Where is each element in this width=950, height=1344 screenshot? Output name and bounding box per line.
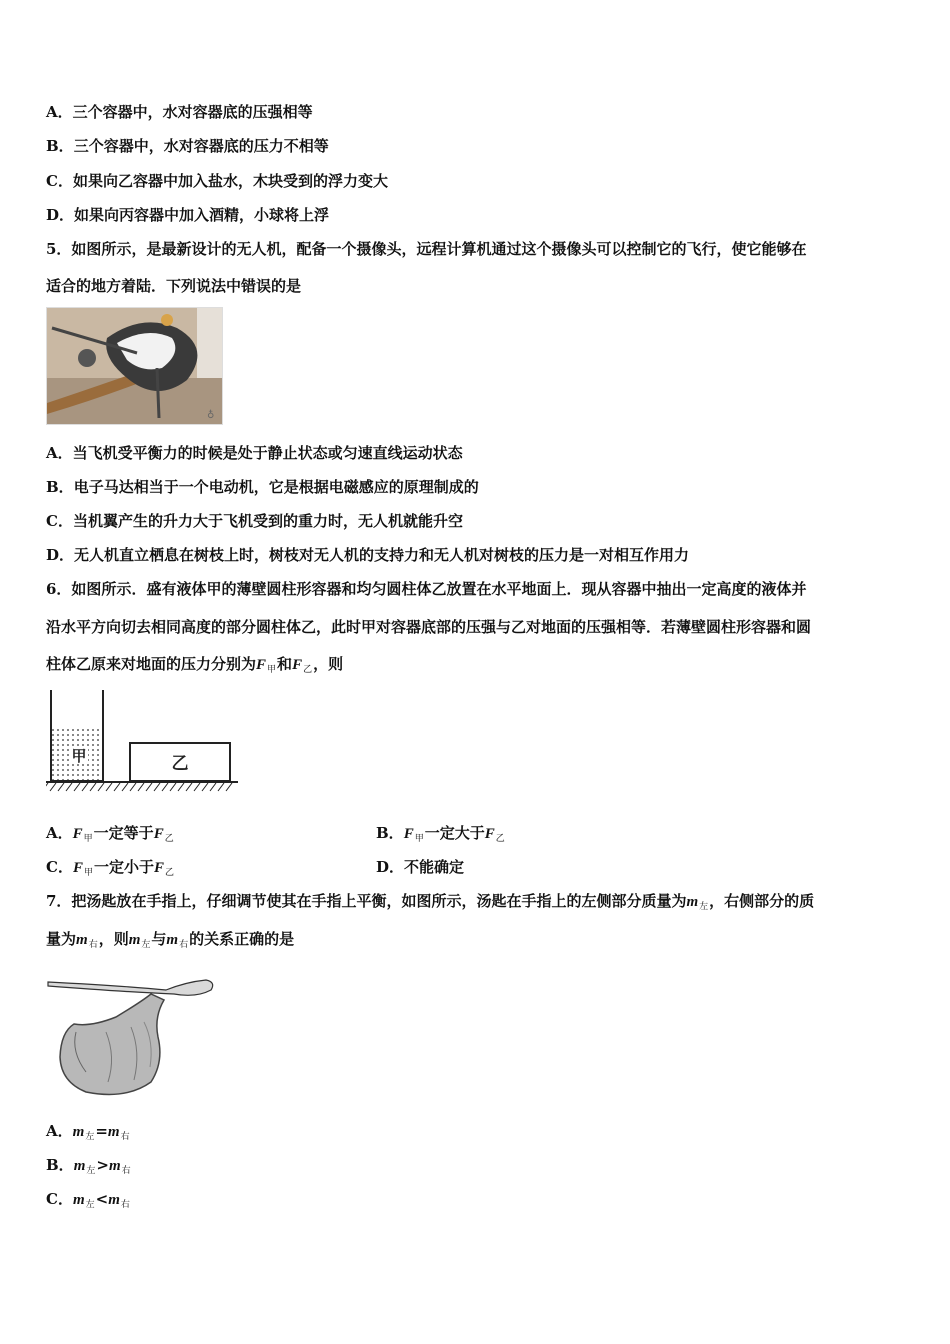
q5-stem-line1: 5．如图所示，是最新设计的无人机，配备一个摄像头，远程计算机通过这个摄像头可以控制它的飞行，使它能够在 — [46, 240, 807, 258]
q4-option-c: C．如果向乙容器中加入盐水，木块受到的浮力变大 — [46, 172, 388, 190]
q5-stem-line2: 适合的地方着陆．下列说法中错误的是 — [46, 277, 302, 295]
spoon-on-finger-drawing — [46, 972, 216, 1102]
fig-label-yi: 乙 — [171, 754, 189, 774]
svg-text:♁: ♁ — [207, 410, 215, 421]
q5-option-c: C．当机翼产生的升力大于飞机受到的重力时，无人机就能升空 — [46, 512, 463, 530]
q6-option-c: C．$F_甲$一定小于$F_乙$ — [46, 858, 175, 878]
container-cylinder-drawing — [46, 688, 241, 793]
drone-photo — [46, 307, 223, 425]
q4-option-d: D．如果向丙容器中加入酒精，小球将上浮 — [46, 206, 330, 224]
q7-option-b: B．$m_左>m_右$ — [46, 1156, 131, 1176]
q7-option-a: A．$m_左=m_右$ — [46, 1122, 130, 1142]
q6-option-a: A．$F_甲$一定等于$F_乙$ — [46, 824, 174, 844]
q6-stem-line1: 6．如图所示．盛有液体甲的薄壁圆柱形容器和均匀圆柱体乙放置在水平地面上．现从容器中抽出一定高度的液体并 — [46, 580, 807, 598]
q5-option-b: B．电子马达相当于一个电动机，它是根据电磁感应的原理制成的 — [46, 478, 479, 496]
container-cylinder-figure — [46, 688, 241, 797]
q6-option-d: D．不能确定 — [376, 858, 465, 876]
q6-stem-line2: 沿水平方向切去相同高度的部分圆柱体乙，此时甲对容器底部的压强与乙对地面的压强相等．若薄壁圆柱形容器和圆 — [46, 618, 812, 636]
q5-option-a: A．当飞机受平衡力的时候是处于静止状态或匀速直线运动状态 — [46, 444, 463, 462]
q7-stem-line1: 7．把汤匙放在手指上，仔细调节使其在手指上平衡，如图所示，汤匙在手指上的左侧部分质量为$m_左$，右侧部分的质 — [46, 892, 815, 912]
q6-option-b: B．$F_甲$一定大于$F_乙$ — [376, 824, 505, 844]
q7-stem-line2: 量为$m_右$，则$m_左$与$m_右$的关系正确的是 — [46, 930, 295, 950]
q7-option-c: C．$m_左<m_右$ — [46, 1190, 130, 1210]
fig-label-jia: 甲 — [71, 747, 87, 765]
q4-option-b: B．三个容器中，水对容器底的压力不相等 — [46, 137, 329, 155]
q5-option-d: D．无人机直立栖息在树枝上时，树枝对无人机的支持力和无人机对树枝的压力是一对相互作用力 — [46, 546, 690, 564]
q6-stem-line3: 柱体乙原来对地面的压力分别为$F_甲$和$F_乙$，则 — [46, 655, 344, 675]
drone-photo-drawing — [47, 308, 222, 424]
q4-option-a: A．三个容器中，水对容器底的压强相等 — [46, 103, 313, 121]
spoon-on-finger-figure — [46, 972, 216, 1106]
